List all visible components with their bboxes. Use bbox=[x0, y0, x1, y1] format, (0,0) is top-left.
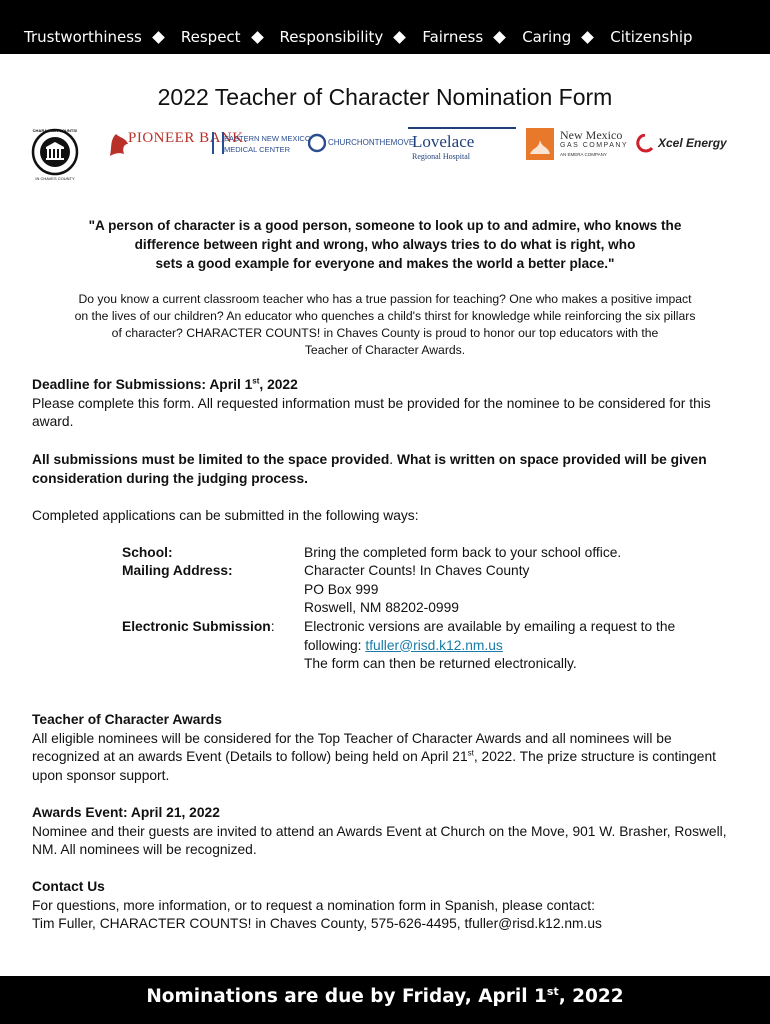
deadline-heading bbox=[32, 377, 298, 392]
deadline-label: Deadline for Submissions: April 1 bbox=[32, 377, 253, 392]
nmgas-line2: GAS COMPANY bbox=[560, 142, 629, 149]
electronic-line-2-text: following: bbox=[304, 637, 366, 653]
limit-notice-bold: All submissions must be limited to the space provided bbox=[32, 452, 390, 467]
church-name: CHURCHONTHEMOVE bbox=[328, 138, 415, 147]
deadline-sup: st bbox=[252, 376, 260, 386]
contact-line-1: For questions, more information, or to request a nomination form in Spanish, please contact: bbox=[32, 897, 595, 913]
intro-line-3: of character? CHARACTER COUNTS! in Chaves County is proud to honor our top educators with the bbox=[111, 326, 659, 340]
lovelace-subtitle: Regional Hospital bbox=[412, 152, 470, 161]
quote-line-3: sets a good example for everyone and makes the world a better place." bbox=[155, 256, 615, 271]
pillar-responsibility: Responsibility bbox=[279, 28, 384, 46]
mail-line-1: Character Counts! In Chaves County bbox=[304, 563, 530, 578]
electronic-label-text: Electronic Submission bbox=[122, 619, 271, 634]
pillars-header-bar bbox=[0, 0, 770, 54]
nmgas-line1: New Mexico bbox=[560, 128, 623, 142]
awards-heading: Teacher of Character Awards bbox=[32, 712, 222, 727]
footer-bar bbox=[0, 976, 770, 1024]
awards-text-1: All eligible nominees will be considered for the Top Teacher of Character Awards and all nominees will be recognized at an awards Event (Details to follow) being held on April 21 bbox=[32, 730, 672, 764]
intro-paragraph bbox=[26, 291, 744, 359]
electronic-details bbox=[304, 618, 724, 674]
pillar-fairness: Fairness bbox=[422, 28, 484, 46]
footer-text: Nominations are due by Friday, April 1 bbox=[146, 986, 547, 1007]
diamond-icon bbox=[152, 31, 165, 44]
electronic-line-1: Electronic versions are available by emailing a request to the bbox=[304, 619, 676, 634]
awards-sup: st bbox=[467, 748, 474, 758]
contact-heading: Contact Us bbox=[32, 879, 105, 894]
xcel-energy-logo bbox=[636, 134, 748, 158]
email-link[interactable]: tfuller@risd.k12.nm.us bbox=[365, 637, 503, 653]
limit-notice-period: . bbox=[389, 452, 394, 467]
pillar-citizenship: Citizenship bbox=[610, 28, 693, 46]
quote-line-1: "A person of character is a good person, someone to look up to and admire, who knows the bbox=[88, 218, 682, 233]
nmgas-line3: AN EMERA COMPANY bbox=[560, 152, 607, 157]
event-text: Nominee and their guests are invited to attend an Awards Event at Church on the Move, 901 W. Brasher, Roswell, NM. All nominees will be recognized. bbox=[32, 823, 727, 857]
diamond-icon bbox=[393, 31, 406, 44]
intro-line-2: on the lives of our children? An educator who quenches a child's thirst for knowledge while reinforcing the six pillars bbox=[74, 309, 696, 323]
character-counts-logo bbox=[26, 128, 84, 184]
church-on-the-move-logo bbox=[308, 130, 415, 158]
form-title: 2022 Teacher of Character Nomination Form bbox=[157, 84, 613, 110]
deadline-year: , 2022 bbox=[259, 377, 298, 392]
pillars-list bbox=[24, 28, 693, 46]
lovelace-logo bbox=[408, 124, 518, 164]
awards-text bbox=[32, 730, 742, 786]
pioneer-bank-logo bbox=[106, 130, 248, 164]
pillar-respect: Respect bbox=[180, 28, 241, 46]
contact-section bbox=[32, 878, 742, 934]
xcel-name: Xcel Energy bbox=[658, 136, 727, 150]
character-quote bbox=[40, 216, 730, 273]
electronic-line-3: The form can then be returned electronically. bbox=[304, 656, 577, 671]
pillar-trustworthiness: Trustworthiness bbox=[24, 28, 142, 46]
mail-address bbox=[304, 562, 724, 618]
mail-line-3: Roswell, NM 88202-0999 bbox=[304, 600, 459, 615]
footer-year: , 2022 bbox=[558, 986, 624, 1007]
pioneer-bank-name: PIONEER BANK. bbox=[128, 130, 248, 146]
event-heading: Awards Event: April 21, 2022 bbox=[32, 805, 220, 820]
event-section bbox=[32, 804, 742, 860]
electronic-line-2 bbox=[304, 637, 724, 656]
diamond-icon bbox=[251, 31, 264, 44]
pillar-caring: Caring bbox=[522, 28, 572, 46]
limit-notice bbox=[32, 451, 742, 488]
enmmc-line2: MEDICAL CENTER bbox=[224, 145, 290, 154]
new-mexico-gas-logo bbox=[526, 128, 630, 164]
intro-line-1: Do you know a current classroom teacher who has a true passion for teaching? One who makes a positive impact bbox=[78, 292, 692, 306]
mail-line-2: PO Box 999 bbox=[304, 581, 379, 597]
quote-line-2: difference between right and wrong, who always tries to do what is right, who bbox=[134, 237, 636, 252]
submission-electronic-row bbox=[122, 618, 722, 674]
electronic-label-colon: : bbox=[270, 619, 275, 634]
sponsor-logos bbox=[20, 124, 750, 184]
school-label: School: bbox=[122, 545, 173, 560]
character-counts-logo-subtext: IN CHAVES COUNTY bbox=[35, 176, 75, 181]
limit-notice-rest: What is written on space provided will be given consideration during the judging process. bbox=[32, 452, 707, 486]
deadline-section bbox=[32, 376, 742, 432]
awards-section bbox=[32, 711, 742, 785]
footer-deadline bbox=[0, 986, 770, 1007]
mail-label: Mailing Address: bbox=[122, 563, 233, 578]
awards-text-2: , 2022. The prize structure is contingent upon sponsor support. bbox=[32, 749, 716, 783]
electronic-label bbox=[122, 618, 275, 637]
school-value: Bring the completed form back to your school office. bbox=[304, 545, 622, 560]
submission-mail-row bbox=[122, 562, 722, 618]
diamond-icon bbox=[581, 31, 594, 44]
submission-intro: Completed applications can be submitted in the following ways: bbox=[32, 508, 419, 523]
contact-line-2: Tim Fuller, CHARACTER COUNTS! in Chaves County, 575-626-4495, tfuller@risd.k12.nm.us bbox=[32, 916, 602, 931]
intro-line-4: Teacher of Character Awards. bbox=[304, 343, 466, 357]
enmmc-line1: EASTERN NEW MEXICO bbox=[224, 134, 311, 143]
lovelace-name: Lovelace bbox=[412, 132, 475, 151]
enmmc-logo bbox=[212, 132, 311, 160]
deadline-text: Please complete this form. All requested information must be provided for the nominee to be considered for this award. bbox=[32, 395, 711, 429]
footer-sup: st bbox=[546, 984, 559, 998]
submission-school-row bbox=[122, 544, 722, 563]
character-counts-logo-text: CHARACTER COUNTS! bbox=[32, 128, 78, 133]
diamond-icon bbox=[493, 31, 506, 44]
